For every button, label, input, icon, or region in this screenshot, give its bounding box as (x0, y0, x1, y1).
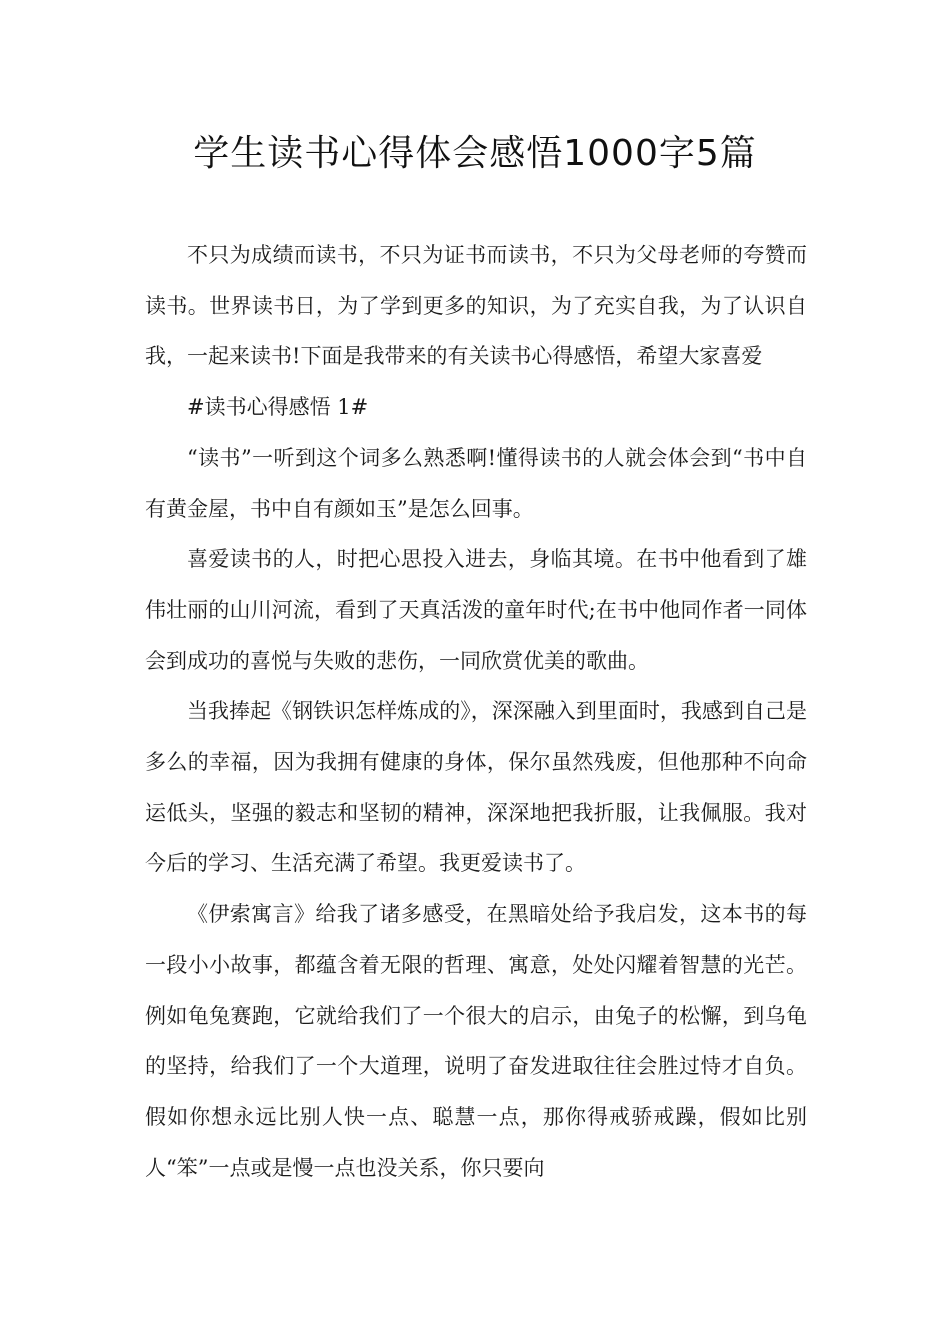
document-title: 学生读书心得体会感悟1000字5篇 (193, 133, 757, 174)
paragraph: 喜爱读书的人，时把心思投入进去，身临其境。在书中他看到了雄伟壮丽的山川河流，看到了天真活泼的童年时代;在书中他同作者一同体会到成功的喜悦与失败的悲伤，一同欣赏优美的歌曲。 (145, 547, 807, 673)
section-heading: #读书心得感悟 1# (187, 395, 369, 420)
paragraph: 《伊索寓言》给我了诸多感受，在黑暗处给予我启发，这本书的每一段小小故事，都蕴含着无限的哲理、寓意，处处闪耀着智慧的光芒。例如龟兔赛跑，它就给我们了一个很大的启示，由兔子的松懈，到乌龟的坚持，给我们了一个大道理，说明了奋发进取往往会胜过恃才自负。假如你想永远比别人快一点、聪慧一点，那你得戒骄戒躁，假如比别人“笨”一点或是慢一点也没关系，你只要向 (145, 902, 807, 1180)
document-body (145, 230, 807, 1193)
paragraph: 当我捧起《钢铁识怎样炼成的》，深深融入到里面时，我感到自己是多么的幸福，因为我拥有健康的身体，保尔虽然残废，但他那种不向命运低头，坚强的毅志和坚韧的精神，深深地把我折服，让我佩服。我对今后的学习、生活充满了希望。我更爱读书了。 (145, 699, 807, 876)
paragraph: “读书”一听到这个词多么熟悉啊!懂得读书的人就会体会到“书中自有黄金屋，书中自有颜如玉”是怎么回事。 (145, 445, 807, 521)
paragraph-intro: 不只为成绩而读书，不只为证书而读书，不只为父母老师的夸赞而读书。世界读书日，为了学到更多的知识，为了充实自我，为了认识自我，一起来读书!下面是我带来的有关读书心得感悟，希望大家喜爱 (145, 243, 807, 369)
